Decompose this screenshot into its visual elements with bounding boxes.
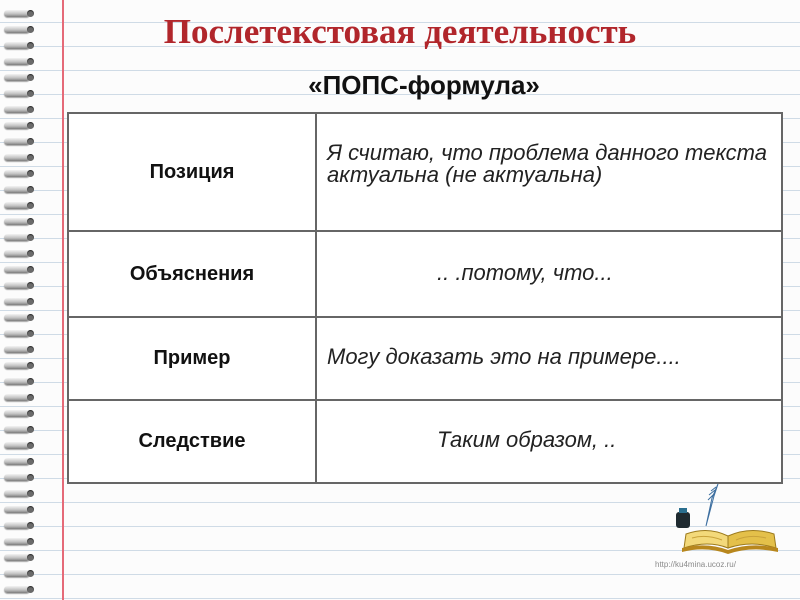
row-content-consequence (316, 400, 782, 483)
binding-hole (27, 250, 34, 257)
binding-hole (27, 410, 34, 417)
row-label-position: Позиция (68, 113, 316, 231)
binding-hole (27, 154, 34, 161)
binding-hole (27, 522, 34, 529)
row-text: Могу доказать это на примере.... (327, 344, 681, 370)
binding-hole (27, 282, 34, 289)
binding-hole (27, 362, 34, 369)
binding-hole (27, 474, 34, 481)
source-credit: http://ku4mina.ucoz.ru/ (655, 560, 736, 569)
book-left-page (684, 530, 728, 548)
binding-hole (27, 186, 34, 193)
binding-hole (27, 586, 34, 593)
binding-hole (27, 458, 34, 465)
binding-hole (27, 330, 34, 337)
binding-hole (27, 506, 34, 513)
binding-hole (27, 426, 34, 433)
table-row (68, 231, 782, 317)
binding-hole (27, 202, 34, 209)
binding-hole (27, 106, 34, 113)
binding-hole (27, 298, 34, 305)
row-text: Таким образом, .. (437, 427, 617, 453)
page-title: Послетекстовая деятельность (163, 12, 637, 51)
binding-hole (27, 266, 34, 273)
binding-hole (27, 538, 34, 545)
table-row (68, 113, 782, 231)
row-content-example (316, 317, 782, 400)
row-label-consequence: Следствие (68, 400, 316, 483)
binding-hole (27, 346, 34, 353)
binding-hole (27, 314, 34, 321)
binding-hole (27, 554, 34, 561)
binding-hole (27, 122, 34, 129)
book-with-quill-icon (668, 478, 788, 558)
table-row (68, 317, 782, 400)
binding-hole (27, 394, 34, 401)
binding-hole (27, 234, 34, 241)
inkwell-neck (679, 508, 687, 513)
binding-hole (27, 570, 34, 577)
binding-hole (27, 378, 34, 385)
inkwell (676, 512, 690, 528)
binding-hole (27, 58, 34, 65)
row-content-explanation (316, 231, 782, 317)
binding-hole (27, 490, 34, 497)
binding-hole (27, 138, 34, 145)
binding-hole (27, 442, 34, 449)
popc-formula-table (67, 112, 783, 484)
page-subtitle: «ПОПС-формула» (308, 70, 540, 100)
binding-hole (27, 218, 34, 225)
row-text: .. .потому, что... (437, 260, 613, 286)
row-label-explanation: Объяснения (68, 231, 316, 317)
row-label-example: Пример (68, 317, 316, 400)
table-row (68, 400, 782, 483)
row-text: Я считаю, что проблема данного текста актуальна (не актуальна) (327, 140, 767, 187)
row-content-position (316, 113, 782, 231)
book-right-page (728, 530, 776, 548)
binding-hole (27, 170, 34, 177)
